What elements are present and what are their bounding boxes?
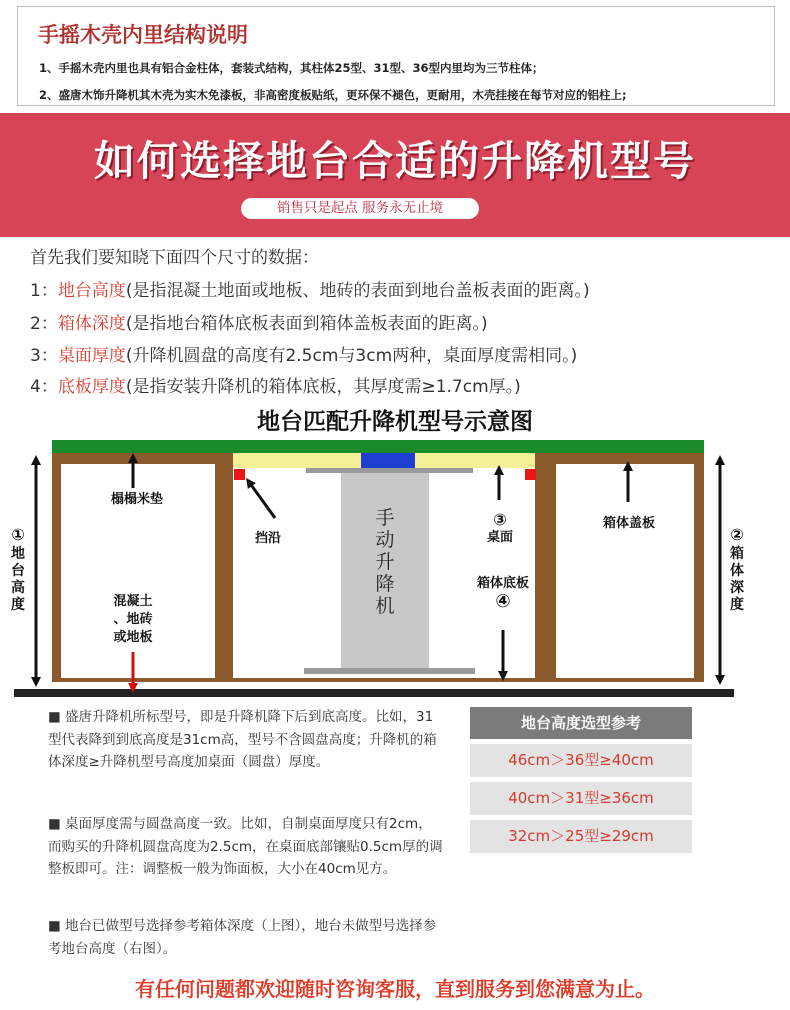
- label-marker-4: ④: [495, 591, 511, 612]
- notice-line-1: 1、手摇木壳内里也具有铝合金柱体，套装式结构，其柱体25型、31型、36型内里均为三节柱体；: [39, 61, 544, 75]
- label-bottom-board: 箱体底板: [476, 576, 529, 591]
- intro-item-1: 1：地台高度(是指混凝土地面或地板、地砖的表面到地台盖板表面的距离。): [30, 281, 590, 301]
- lift-disc: [361, 453, 415, 468]
- intro-term: 桌面厚度: [57, 346, 126, 366]
- lift-base-plate: [304, 668, 475, 674]
- label-floor: 混凝土 、地砖 或地板: [113, 594, 153, 645]
- notice-line-2: 2、盛唐木饰升降机其木壳为实木免漆板，非高密度板贴纸，更环保不褪色，更耐用，木壳挂接在每节对应的铝柱上;: [39, 88, 627, 102]
- label-tatami: 榻榻米垫: [110, 492, 163, 507]
- ground-bar: [14, 689, 734, 697]
- label-marker-3: ③: [493, 510, 507, 529]
- height-reference-table: [470, 707, 692, 853]
- reference-heading: 地台高度选型参考: [470, 707, 692, 739]
- intro-item-2: 2：箱体深度(是指地台箱体底板表面到箱体盖板表面的距离。): [30, 314, 488, 334]
- banner-slogan: 销售只是起点 服务永无止境: [241, 198, 479, 219]
- service-footer: 有任何问题都欢迎随时咨询客服，直到服务到您满意为止。: [135, 977, 655, 1001]
- edge-left: [234, 469, 245, 480]
- note-thickness: ■ 桌面厚度需与圆盘高度一致。比如，自制桌面厚度只有2cm，而购买的升降机圆盘高度为2.5cm，在桌面底部镶贴0.5cm厚的调整板即可。注：调整板一般为饰面板，大小在40cm见方。: [48, 816, 443, 877]
- note-model: ■ 盛唐升降机所标型号，即是升降机降下后到底高度。比如，31型代表降到到底高度是31cm高，型号不含圆盘高度；升降机的箱体深度≥升降机型号高度加桌面（圆盘）厚度。: [48, 709, 437, 770]
- intro-item-3: 3：桌面厚度(升降机圆盘的高度有2.5cm与3cm两种，桌面厚度需相同。): [30, 346, 578, 366]
- edge-right: [525, 469, 536, 480]
- notice-title: 手摇木壳内里结构说明: [38, 23, 248, 47]
- intro-term: 底板厚度: [57, 377, 126, 397]
- tatami-layer: [52, 440, 704, 453]
- label-depth: 箱体深度: [730, 546, 744, 613]
- label-tabletop: 桌面: [486, 530, 513, 545]
- reference-row: 32cm＞25型≥29cm: [470, 820, 692, 853]
- label-marker-2: ②: [730, 525, 744, 544]
- platform-diagram: [0, 430, 790, 710]
- structure-notice: [17, 6, 775, 106]
- label-cover: 箱体盖板: [602, 516, 655, 531]
- banner-title: 如何选择地台合适的升降机型号: [94, 137, 696, 185]
- reference-row: 40cm＞31型≥36cm: [470, 782, 692, 815]
- reference-row: 46cm＞36型≥40cm: [470, 744, 692, 777]
- label-marker-1: ①: [11, 525, 25, 544]
- intro-term: 地台高度: [57, 281, 126, 301]
- diagram-title: 地台匹配升降机型号示意图: [257, 409, 533, 435]
- intro-heading: 首先我们要知晓下面四个尺寸的数据：: [30, 248, 319, 268]
- lift-top-plate: [306, 468, 473, 473]
- label-lift: 手动升降机: [375, 507, 395, 617]
- note-reference: ■ 地台已做型号选择参考箱体深度（上图），地台未做型号选择参考地台高度（右图）。: [48, 918, 437, 957]
- intro-term: 箱体深度: [57, 314, 126, 334]
- intro-item-4: 4：底板厚度(是指安装升降机的箱体底板，其厚度需≥1.7cm厚。): [30, 377, 521, 397]
- label-edge: 挡沿: [254, 531, 281, 546]
- label-height: 地台高度: [11, 546, 25, 613]
- selection-banner: [0, 113, 790, 237]
